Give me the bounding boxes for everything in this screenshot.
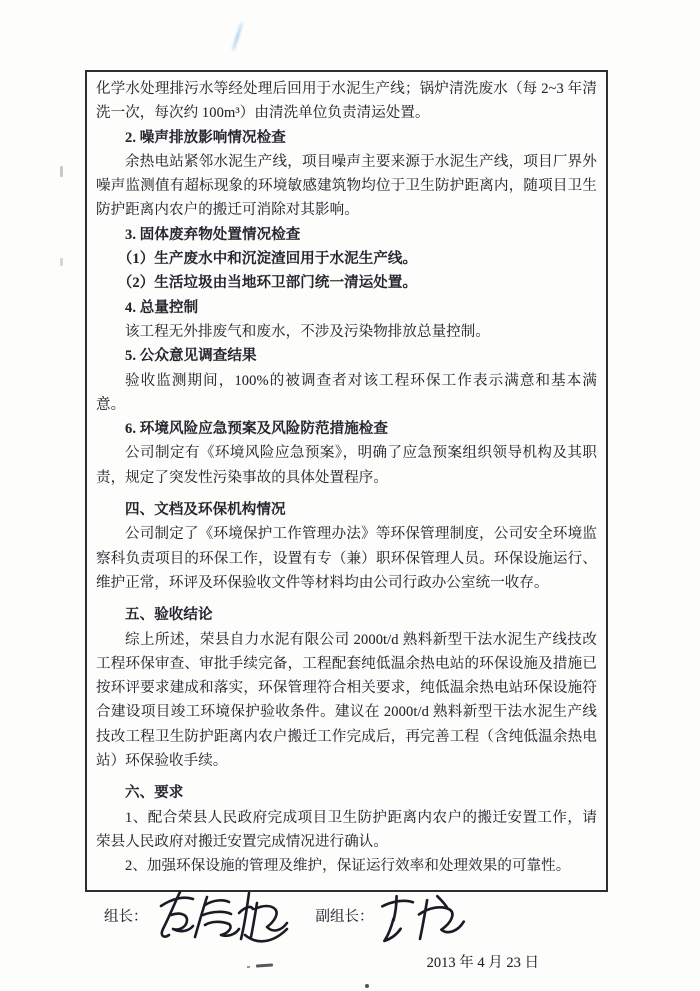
scan-dot-artifact — [365, 984, 369, 988]
deputy-leader-label: 副组长： — [315, 909, 374, 925]
date-line: 2013 年 4 月 23 日 — [426, 954, 539, 971]
scan-dash-artifact — [247, 966, 250, 968]
document-border-frame — [85, 70, 608, 971]
doc-paragraph: （1）生产废水中和沉淀渣回用于水泥生产线。 — [117, 251, 418, 268]
scan-speck — [60, 258, 63, 266]
leader-label: 组长： — [104, 909, 148, 925]
scan-speck — [60, 166, 63, 177]
doc-paragraph: 2、加强环保设施的管理及维护，保证运行效率和处理效果的可靠性。 — [125, 858, 571, 875]
section-heading: 5. 公众意见调查结果 — [125, 348, 257, 365]
doc-paragraph: 余热电站紧邻水泥生产线，项目噪声主要来源于水泥生产线，项目厂界外噪声监测值有超标现象的环境敏感建筑物均位于卫生防护距离内，随项目卫生防护距离内农户的搬迁可消除对其影响。 — [96, 153, 597, 219]
deputy-signature-handwriting — [374, 888, 466, 944]
doc-paragraph: 公司制定有《环境风险应急预案》，明确了应急预案组织领导机构及其职责，规定了突发性污染事故的具体处置程序。 — [96, 445, 597, 486]
doc-paragraph: 该工程无外排废气和废水，不涉及污染物排放总量控制。 — [125, 323, 490, 340]
blue-pen-stroke-artifact — [232, 22, 244, 51]
section-heading: 4. 总量控制 — [125, 299, 199, 316]
section-heading: 五、验收结论 — [125, 607, 213, 624]
doc-paragraph: 1、配合荣县人民政府完成项目卫生防护距离内农户的搬迁安置工作，请荣县人民政府对搬迁安置完成情况进行确认。 — [96, 809, 597, 850]
section-heading: 六、要求 — [125, 785, 184, 802]
doc-paragraph: 验收监测期间，100%的被调查者对该工程环保工作表示满意和基本满意。 — [96, 372, 597, 413]
document-body — [96, 77, 597, 879]
section-heading: 2. 噪声排放影响情况检查 — [125, 129, 286, 146]
section-heading: 四、文档及环保机构情况 — [125, 502, 286, 519]
leader-signature-handwriting — [148, 885, 290, 947]
doc-paragraph: 公司制定了《环境保护工作管理办法》等环保管理制度，公司安全环境监察科负责项目的环保工作，设置有专（兼）职环保管理人员。环保设施运行、维护正常，环评及环保验收文件等材料均由公司行政办公室统一收存。 — [96, 526, 597, 591]
signature-row — [96, 885, 597, 947]
doc-paragraph: （2）生活垃圾由当地环卫部门统一清运处置。 — [117, 275, 418, 292]
doc-paragraph: 化学水处理排污水等经处理后回用于水泥生产线；锅炉清洗废水（每 2~3 年清洗一次，每次约 100m³）由清洗单位负责清运处置。 — [96, 81, 597, 122]
section-heading: 3. 固体废弃物处置情况检查 — [125, 226, 301, 243]
doc-paragraph: 综上所述，荣县自力水泥有限公司 2000t/d 熟料新型干法水泥生产线技改工程环保审查、审批手续完备，工程配套纯低温余热电站的环保设施及措施已按环评要求建成和落实，环保管理符合相关要求，纯低温余热电站环保设施符合建设项目竣工环境保护验收条件。建议在 2000t/d 熟料新型干法水泥生产线技改工程卫生防护距离内农户搬迁工作完成后，再完善工程（含纯低温余热电站）环保验收手续。 — [96, 631, 597, 770]
section-heading: 6. 环境风险应急预案及风险防范措施检查 — [125, 421, 388, 438]
